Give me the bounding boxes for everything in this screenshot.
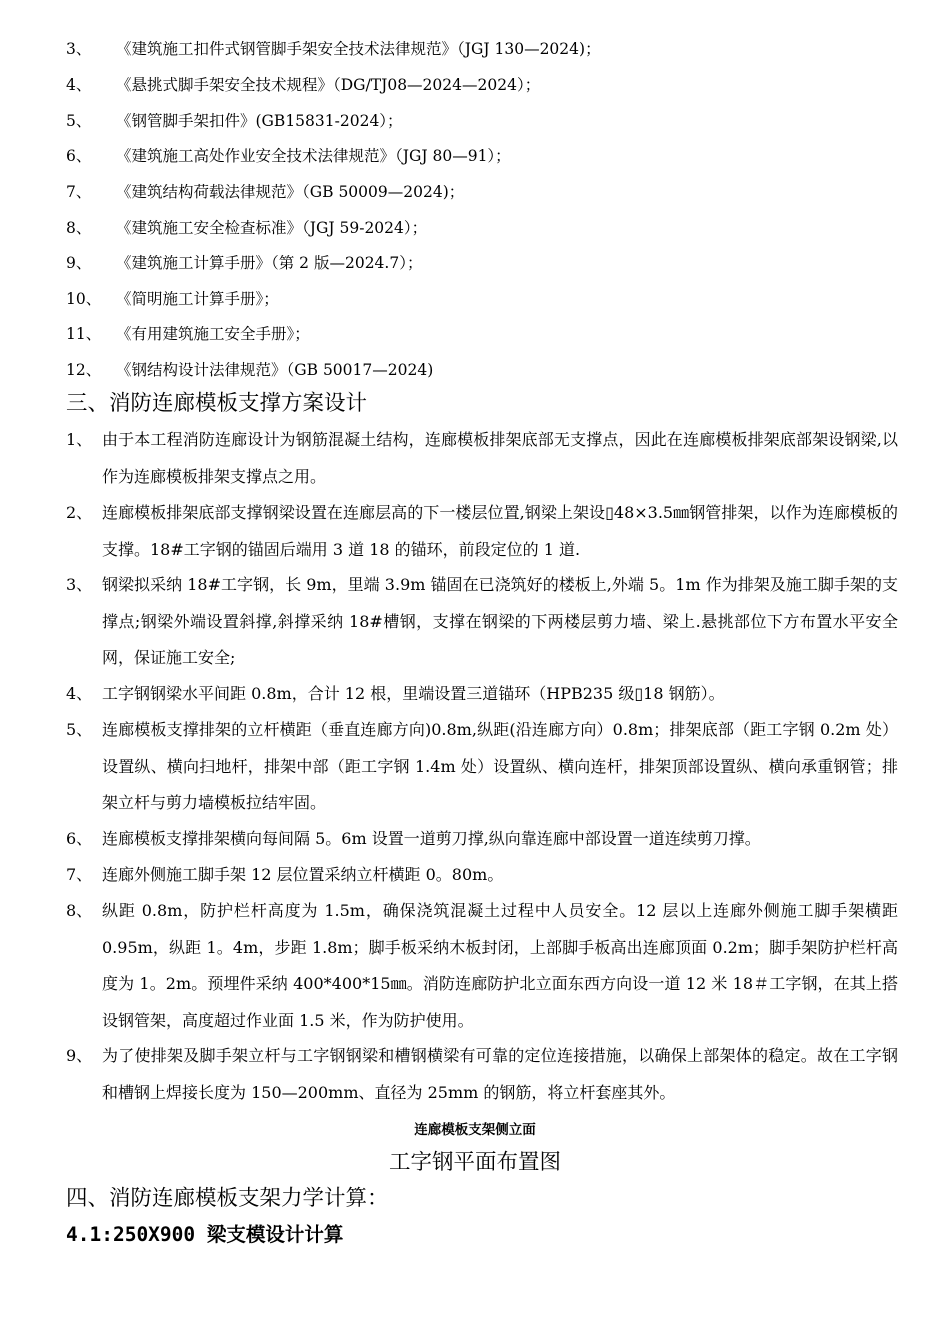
section-heading: 四、消防连廊模板支架力学计算： (66, 1186, 389, 1211)
reference-item (66, 360, 433, 380)
reference-text: 《有用建筑施工安全手册》； (116, 325, 310, 343)
item-number: 5、 (66, 720, 93, 739)
reference-item (66, 146, 511, 166)
item-text: 由于本工程消防连廊设计为钢筋混凝土结构，连廊模板排架底部无支撑点，因此在连廊模板排架底部架设钢梁,以作为连廊模板排架支撑点之用。 (102, 430, 898, 486)
reference-number: 10、 (66, 290, 102, 308)
reference-item (66, 253, 422, 273)
reference-number: 11、 (66, 325, 102, 343)
list-item (66, 821, 898, 858)
item-number: 6、 (66, 829, 93, 848)
figure-title: 工字钢平面布置图 (388, 1150, 561, 1175)
list-item (66, 1038, 898, 1111)
reference-text: 《悬挑式脚手架安全技术规程》（DG/TJ08—2024—2024）； (116, 76, 541, 94)
item-number: 4、 (66, 684, 93, 703)
item-number: 3、 (66, 575, 93, 594)
reference-text: 《简明施工计算手册》； (116, 290, 279, 308)
reference-item (66, 324, 310, 344)
item-text: 为了使排架及脚手架立杆与工字钢钢梁和槽钢横梁有可靠的定位连接措施，以确保上部架体的稳定。故在工字钢和槽钢上焊接长度为 150—200mm、直径为 25mm 的钢筋，将立杆套座其外。 (102, 1046, 898, 1102)
item-text: 连廊模板排架底部支撑钢梁设置在连廊层高的下一楼层位置,钢梁上架设▯48×3.5㎜钢管排架，以作为连廊模板的支撑。18#工字钢的锚固后端用 3 道 18 的锚环，前段定位的 1 道. (102, 503, 898, 559)
reference-number: 5、 (66, 112, 92, 130)
item-text: 连廊外侧施工脚手架 12 层位置采纳立杆横距 0。80m。 (102, 865, 504, 884)
list-item (66, 676, 898, 713)
reference-item (66, 218, 427, 238)
subsection-heading: 4.1:250X900 梁支模设计计算 (66, 1223, 344, 1246)
reference-item (66, 111, 403, 131)
figure-caption: 连廊模板支架侧立面 (414, 1122, 536, 1138)
reference-item (66, 289, 279, 309)
reference-number: 9、 (66, 254, 92, 272)
reference-number: 3、 (66, 40, 92, 58)
reference-text: 《钢管脚手架扣件》(GB15831-2024）； (116, 112, 403, 130)
reference-item (66, 75, 540, 95)
item-text: 钢梁拟采纳 18#工字钢，长 9m，里端 3.9m 锚固在已浇筑好的楼板上,外端 5。1m 作为排架及施工脚手架的支撑点;钢梁外端设置斜撑,斜撑采纳 18#槽钢，支撑在钢梁的下两楼层剪力墙、梁上.悬挑部位下方布置水平安全网，保证施工安全; (102, 575, 898, 667)
item-text: 连廊模板支撑排架横向每间隔 5。6m 设置一道剪刀撑,纵向靠连廊中部设置一道连续剪刀撑。 (102, 829, 761, 848)
item-number: 7、 (66, 865, 93, 884)
list-item (66, 422, 898, 495)
item-text: 纵距 0.8m，防护栏杆高度为 1.5m，确保浇筑混凝土过程中人员安全。12 层以上连廊外侧施工脚手架横距 0.95m，纵距 1。4m，步距 1.8m；脚手板采纳木板封闭，上部脚手板高出连廊顶面 0.2m；脚手架防护栏杆高度为 1。2m。预埋件采纳 400*400*15㎜。消防连廊防护北立面东西方向设一道 12 米 18＃工字钢，在其上搭设钢管架，高度超过作业面 1.5 米，作为防护使用。 (102, 901, 898, 1030)
list-item (66, 495, 898, 568)
section-heading: 三、消防连廊模板支撑方案设计 (66, 391, 368, 416)
item-number: 8、 (66, 901, 93, 920)
reference-text: 《建筑结构荷载法律规范》（GB 50009—2024)； (116, 183, 465, 201)
reference-number: 4、 (66, 76, 92, 94)
list-item (66, 712, 898, 822)
reference-text: 《建筑施工高处作业安全技术法律规范》（JGJ 80—91）； (116, 147, 511, 165)
reference-number: 6、 (66, 147, 92, 165)
reference-number: 8、 (66, 219, 92, 237)
list-item (66, 893, 898, 1039)
reference-text: 《钢结构设计法律规范》（GB 50017—2024) (116, 361, 434, 379)
list-item (66, 857, 898, 894)
list-item (66, 567, 898, 677)
reference-text: 《建筑施工安全检查标准》（JGJ 59-2024）； (116, 219, 428, 237)
reference-text: 《建筑施工计算手册》（第 2 版—2024.7）； (116, 254, 423, 272)
item-text: 连廊模板支撑排架的立杆横距（垂直连廊方向)0.8m,纵距(沿连廊方向）0.8m；排架底部（距工字钢 0.2m 处）设置纵、横向扫地杆，排架中部（距工字钢 1.4m 处）设置纵、横向连杆，排架顶部设置纵、横向承重钢管；排架立杆与剪力墙模板拉结牢固。 (102, 720, 898, 812)
reference-number: 12、 (66, 361, 102, 379)
item-number: 2、 (66, 503, 93, 522)
item-text: 工字钢钢梁水平间距 0.8m，合计 12 根，里端设置三道锚环（HPB235 级▯18 钢筋）。 (102, 684, 725, 703)
item-number: 1、 (66, 430, 93, 449)
reference-item (66, 39, 601, 59)
item-number: 9、 (66, 1046, 93, 1065)
reference-text: 《建筑施工扣件式钢管脚手架安全技术法律规范》（JGJ 130—2024)； (116, 40, 601, 58)
reference-number: 7、 (66, 183, 92, 201)
reference-item (66, 182, 464, 202)
